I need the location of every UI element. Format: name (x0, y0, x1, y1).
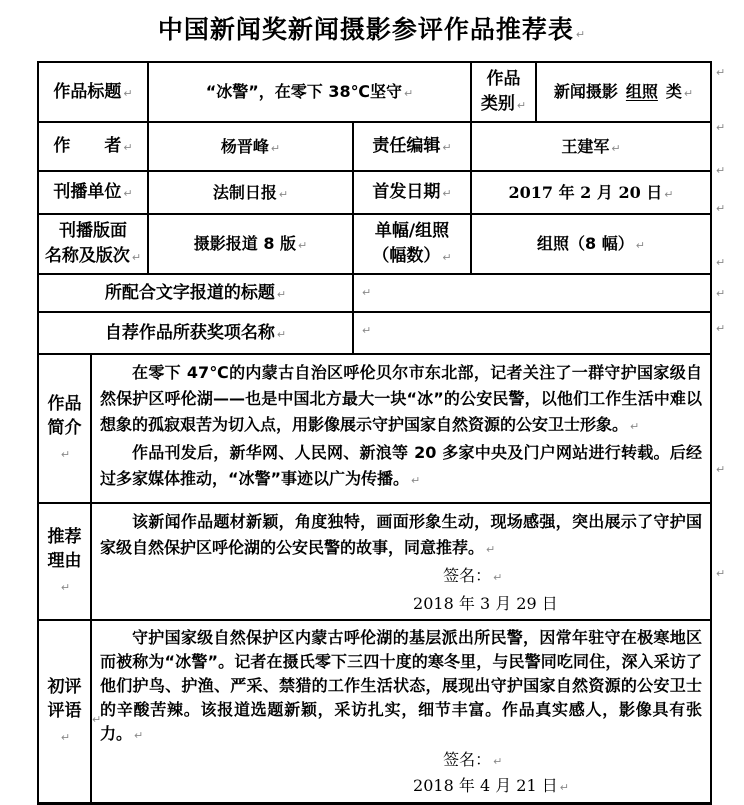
paragraph-mark: ↵ (635, 239, 645, 253)
work-category-label-cell (471, 62, 536, 122)
row-preliminary-review (38, 620, 711, 804)
row-work-intro (38, 354, 711, 503)
work-intro-label-cell (38, 354, 91, 503)
accompanying-text-title-value-cell (353, 274, 711, 312)
recommendation-value-cell (91, 503, 711, 620)
publisher-value-cell (148, 171, 353, 214)
work-intro-paragraph-2 (100, 440, 702, 494)
publisher-label-cell (38, 171, 148, 214)
first-publish-date-value-cell (471, 171, 711, 214)
self-nominated-awards-label-cell (38, 312, 353, 354)
paragraph-mark: ↵ (298, 239, 308, 253)
paragraph-mark: ↵ (92, 713, 102, 726)
author-label-cell (38, 122, 148, 171)
author-value-cell (148, 122, 353, 171)
row-accompanying-text-title (38, 274, 711, 312)
paragraph-mark: ↵ (716, 463, 726, 476)
page-title-text: 中国新闻奖新闻摄影参评作品推荐表 (157, 15, 574, 44)
paragraph-mark: ↵ (716, 202, 726, 215)
preliminary-review-date (100, 774, 702, 800)
first-publish-date-value: 2017 年 2 月 20 日 (508, 182, 663, 202)
paragraph-mark: ↵ (559, 781, 569, 794)
row-author (38, 122, 711, 171)
editor-label: 责任编辑 (372, 136, 441, 157)
self-nominated-awards-label: 自荐作品所获奖项名称 (104, 322, 275, 343)
single-or-group-value: 组照（8 幅） (537, 234, 634, 254)
preliminary-review-paragraph-text: 守护国家级自然保护区内蒙古呼伦湖的基层派出所民警，因常年驻守在极寒地区而被称为“冰警”。记者在摄氏零下三四十度的寒冬里，与民警同吃同住，深入采访了他们护鸟、护渔、严采、禁猎的工作生活状态，展现出守护国家自然资源的公安卫士的辛酸苦辣。该报道选题新颖，采访扎实，细节丰富。作品真实感人，影像具有张力。 (100, 628, 703, 743)
paragraph-mark: ↵ (134, 729, 144, 742)
paragraph-mark: ↵ (664, 187, 674, 201)
paragraph-mark: ↵ (131, 251, 142, 264)
paragraph-mark: ↵ (60, 580, 71, 594)
page-layout-label-line1: 刊播版面 (59, 221, 127, 242)
editor-value: 王建军 (561, 136, 610, 156)
preliminary-review-signature-label (100, 748, 702, 774)
paragraph-mark: ↵ (716, 121, 726, 134)
paragraph-mark: ↵ (716, 66, 726, 79)
row-recommendation (38, 503, 711, 620)
signature-label-text: 签名： (443, 750, 492, 769)
author-value: 杨晋峰 (220, 136, 269, 156)
recommendation-signature-label (100, 563, 702, 591)
work-intro-paragraph-1 (100, 360, 702, 440)
page-layout-value-cell (148, 214, 353, 274)
paragraph-mark: ↵ (611, 141, 621, 155)
editor-label-cell (353, 122, 471, 171)
paragraph-mark: ↵ (276, 327, 287, 341)
paragraph-mark: ↵ (362, 324, 372, 337)
paragraph-mark: ↵ (442, 251, 452, 264)
work-category-value-cell (536, 62, 711, 122)
row-self-nominated-awards (38, 312, 711, 354)
single-or-group-label-cell (353, 214, 471, 274)
paragraph-mark: ↵ (516, 99, 527, 112)
work-title-value-cell (148, 62, 471, 122)
row-work-title (38, 62, 711, 122)
single-or-group-label-line2: （幅数） (372, 246, 441, 266)
single-or-group-value-cell (471, 214, 711, 274)
paragraph-mark: ↵ (60, 447, 71, 461)
recommendation-label-line1: 推荐 (47, 526, 82, 547)
preliminary-review-label-line1: 初评 (47, 676, 82, 697)
first-publish-date-label: 首发日期 (372, 182, 441, 203)
recommendation-date (100, 591, 702, 617)
work-category-blank: 组照 (625, 82, 658, 102)
page-title (0, 10, 744, 46)
work-intro-paragraph-1-text: 在零下 47℃的内蒙古自治区呼伦贝尔市东北部，记者关注了一群守护国家级自然保护区呼伦湖——也是中国北方最大一块“冰”的公安民警，以他们工作生活中难以想象的孤寂艰苦为切入点，用影像展示守护国家自然资源的公安卫士形象。 (100, 363, 703, 434)
publisher-value: 法制日报 (212, 182, 277, 202)
preliminary-review-label-cell (38, 620, 91, 804)
row-publisher (38, 171, 711, 214)
work-intro-value-cell (91, 354, 711, 503)
work-category-label-line2: 类别 (480, 94, 515, 114)
paragraph-mark: ↵ (278, 187, 289, 201)
preliminary-review-paragraph (100, 626, 702, 748)
paragraph-mark: ↵ (493, 571, 503, 584)
accompanying-text-title-label: 所配合文字报道的标题 (104, 282, 275, 303)
recommendation-label-line2: 理由 (47, 551, 82, 572)
work-title-label: 作品标题 (53, 81, 122, 102)
paragraph-mark: ↵ (493, 755, 503, 768)
author-label: 作 者 (53, 136, 122, 157)
row-page-layout (38, 214, 711, 274)
preliminary-review-value-cell (91, 620, 711, 804)
editor-value-cell (471, 122, 711, 171)
work-category-prefix: 新闻摄影 (553, 82, 618, 102)
paragraph-mark: ↵ (276, 287, 287, 301)
recommendation-date-text: 2018 年 3 月 29 日 (413, 594, 558, 613)
signature-label-text: 签名： (443, 566, 492, 585)
paragraph-mark: ↵ (716, 567, 726, 580)
paragraph-mark: ↵ (630, 420, 640, 433)
work-intro-label-line2: 简介 (47, 418, 82, 439)
paragraph-mark: ↵ (716, 322, 726, 335)
single-or-group-label-line1: 单幅/组照 (374, 221, 450, 242)
paragraph-mark: ↵ (123, 141, 133, 155)
paragraph-mark: ↵ (575, 28, 587, 41)
preliminary-review-date-text: 2018 年 4 月 21 日 (413, 776, 558, 795)
paragraph-mark: ↵ (716, 287, 726, 300)
paragraph-mark: ↵ (442, 187, 452, 201)
paragraph-mark: ↵ (683, 87, 694, 101)
paragraph-mark: ↵ (411, 474, 421, 487)
recommendation-form-table (37, 61, 712, 805)
work-title-label-cell (38, 62, 148, 122)
self-nominated-awards-value-cell (353, 312, 711, 354)
paragraph-mark: ↵ (442, 141, 452, 155)
first-publish-date-label-cell (353, 171, 471, 214)
page-layout-value: 摄影报道 8 版 (193, 234, 297, 254)
paragraph-mark: ↵ (60, 730, 71, 744)
page-layout-label-cell (38, 214, 148, 274)
recommendation-label-cell (38, 503, 91, 620)
publisher-label: 刊播单位 (53, 182, 122, 203)
preliminary-review-label-line2: 评语 (47, 701, 82, 722)
paragraph-mark: ↵ (716, 164, 726, 177)
paragraph-mark: ↵ (404, 87, 414, 101)
work-title-value: “冰警”，在零下 38℃坚守 (205, 82, 403, 102)
work-category-suffix: 类 (665, 82, 682, 102)
page-layout-label-line2: 名称及版次 (44, 246, 130, 266)
paragraph-mark: ↵ (270, 141, 281, 155)
accompanying-text-title-label-cell (38, 274, 353, 312)
recommendation-paragraph-text: 该新闻作品题材新颖，角度独特，画面形象生动，现场感强，突出展示了守护国家级自然保护区呼伦湖的公安民警的故事，同意推荐。 (100, 512, 703, 557)
paragraph-mark: ↵ (716, 256, 726, 269)
paragraph-mark: ↵ (486, 543, 496, 556)
work-intro-paragraph-2-text: 作品刊发后，新华网、人民网、新浪等 20 多家中央及门户网站进行转载。后经过多家媒体推动，“冰警”事迹以广为传播。 (100, 443, 703, 488)
recommendation-paragraph (100, 509, 702, 563)
paragraph-mark: ↵ (362, 286, 372, 299)
work-intro-label-line1: 作品 (47, 393, 82, 414)
work-category-label-line1: 作品 (486, 69, 521, 90)
paragraph-mark: ↵ (123, 86, 133, 100)
paragraph-mark: ↵ (123, 187, 133, 201)
